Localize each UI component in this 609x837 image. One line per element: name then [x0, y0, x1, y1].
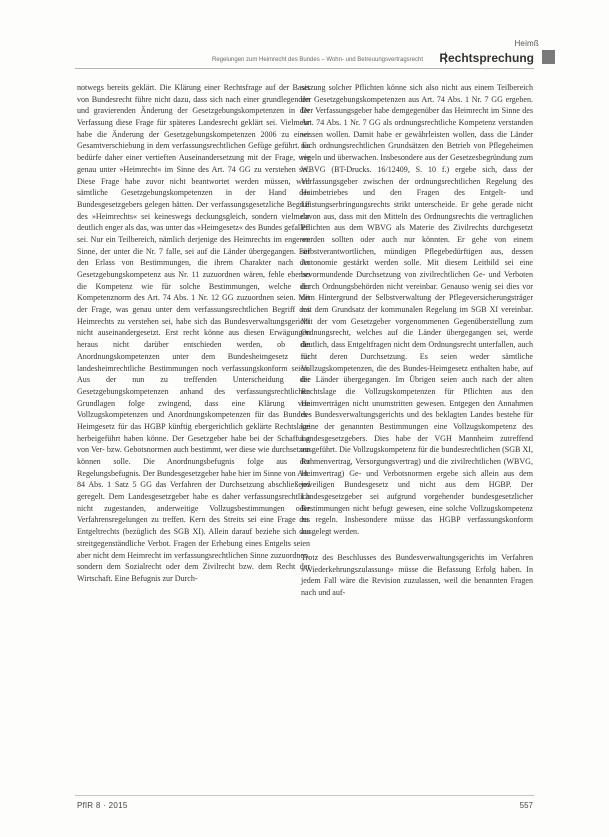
footer-rule [75, 795, 534, 796]
header-rule [75, 68, 534, 69]
section-title: Rechtsprechung [439, 51, 534, 65]
journal-reference: PflR 8 · 2015 [77, 801, 128, 810]
right-column-paragraph-2: Trotz des Beschlusses des Bundesverwaltungsgerichts im Verfahren »Wiederkehrungszulassung« müsse die Befassung Erfolg haben. In jedem Fall wäre die Revision zuzulassen, weil die benannten Fragen nach und auf- [301, 552, 533, 597]
right-column [301, 82, 533, 599]
section-marker-block [542, 50, 555, 64]
left-column-text: notwegs bereits geklärt. Die Klärung einer Rechtsfrage auf der Basis von Bundesrecht führe nicht dazu, dass sich nach einer grundlegenden und gravierenden Änderung der Gesetzgebungskompetenzen in der Verfassung diese Frage für späteres Landesrecht geklärt sei. Vielmehr habe die Änderung der Gesetzgebungskompetenzen 2006 zu einer Gesamtverschiebung in dem verfassungsrechtlichen Gefüge geführt. Es bedürfe daher einer vertieften Auseinandersetzung mit der Frage, wie genau unter »Heimrecht« im Sinne des Art. 74 GG zu verstehen sei. Diese Frage habe zuvor nicht beantwortet werden müssen, weil sämtliche Gesetzgebungskompetenzen in der Hand des Bundesgesetzgebers gelegen hätten. Der verfassungsgesetzliche Begriff des »Heimrechts« sei keineswegs deckungsgleich, sondern vielmehr deutlich enger als das, was unter das »Heimgesetz« des Bundes gefallen sei. Nur ein Teilbereich, nämlich derjenige des Heimrechts im engeren Sinne, der unter die Nr. 7 falle, sei auf die Länder übergegangen. Für den Erlass von Bestimmungen, die ihrem Charakter nach der Gesetzgebungskompetenz aus Nr. 11 zuzuordnen wären, fehle ebenso die Kompetenz wie für solche Bestimmungen, welche der Kompetenznorm des Art. 74 Abs. 1 Nr. 12 GG zuzuordnen seien. Mit der Frage, was genau unter dem verfassungsrechtlichen Begriff des Heimrechts zu verstehen sei, habe sich das Bundesverwaltungsgericht nicht auseinandergesetzt. Erst recht könne aus diesen Erwägungen heraus nicht darüber entschieden werden, ob die Anordnungskompetenzen unter dem Bundesheimgesetz für landesheimrechtliche Bestimmungen noch verfassungskonform seien. Aus der nun zu treffenden Unterscheidung der Gesetzgebungskompetenzen anhand des verfassungsrechtlichen Grundlagen folge zwingend, dass eine Klärung von Vollzugskompetenzen und Anordnungskompetenzen für das Bundes-Heimgesetz für das HGBP künftig ebergerichtlich geklärte Rechtslage herbeigeführt haben könne. Der Gesetzgeber habe bei der Schaffung von Ver- bzw. Gebotsnormen auch bestimmt, wer diese wie durchsetzen können solle. Die Anordnungsbefugnis folge aus der Regelungsbefugnis. Der Bundesgesetzgeber habe hier im Sinne von Art. 84 Abs. 1 Satz 5 GG das Verfahren der Durchsetzung abschließend geregelt. Dem Landesgesetzgeber habe es daher verfassungsrechtlich nicht zugestanden, anderweitige Vollzugsbestimmungen oder Verfahrensregelungen zu treffen. Kern des Streits sei eine Frage des Entgeltrechts (bezüglich des SGB XI). Allein darauf beziehe sich das streitgegenständliche Verbot. Fragen der Erhebung eines Entgelts seien aber nicht dem Heimrecht im verfassungsrechtlichen Sinne zuzuordnen, sondern dem Sozialrecht oder dem Zivilrecht bzw. dem Recht der Wirtschaft. Eine Befugnis zur Durch- [77, 83, 310, 583]
header-kicker: Heimß [514, 39, 539, 48]
right-column-text: setzung solcher Pflichten könne sich also nicht aus einem Teilbereich der Gesetzgebungskompetenzen aus Art. 74 Abs. 1 Nr. 7 GG ergeben. Der Verfassungsgeber habe demgegenüber das Heimrecht im Sinne des Art. 74 Abs. 1 Nr. 7 GG als ordnungsrechtliche Kompetenz verstanden wissen wollen. Damit habe er gewährleisten wollen, dass die Länder nach ordnungsrechtlichen Grundsätzen den Betrieb von Pflegeheimen regeln und überwachen. Insbesondere aus der Gesetzesbegründung zum WBVG (BT-Drucks. 16/12409, S. 10 f.) ergebe sich, dass der Verfassungsgeber zwischen der ordnungsrechtlichen Regelung des Heimbetriebes und den Fragen des Entgelt- und Leistungserbringungsrechts strikt unterscheide. Er gehe gerade nicht davon aus, dass mit den Mitteln des Ordnungsrechts die vertraglichen Pflichten aus dem WBVG als Materie des Zivilrechts durchgesetzt werden sollten oder auch nur könnten. Er gehe von einem selbstverantwortlichen, mündigen Pflegebedürftigen aus, dessen Autonomie gestärkt werden solle. Mit diesem Leitbild sei eine bevormundende Durchsetzung von zivilrechtlichen Ge- und Verboten durch Ordnungsbehörden nicht vereinbar. Genauso wenig sei dies vor dem Hintergrund der Selbstverwaltung der Pflegeversicherungsträger mit dem Grundsatz der kommunalen Regelung im SGB XI vereinbar. Mit der vom Gesetzgeber vorgenommenen Gegenüberstellung zum Ordnungsrecht, welches auf die Länder übergegangen sei, werde deutlich, dass Entgeltfragen nicht dem Ordnungsrecht unterfallen, auch nicht deren Durchsetzung. Es seien weder sämtliche Vollzugskompetenzen, die des Bundes-Heimgesetz enthalten habe, auf die Länder übergegangen. Im Übrigen seien auch nach der alten Rechtslage die Vollzugskompetenzen für Pflichten aus den Heimverträgen nicht unumstritten gewesen. Entgegen den Annahmen des Bundesverwaltungsgerichts und des beklagten Landes bestehe für keine der genannten Bestimmungen eine Vollzugskompetenz des Landesgesetzgebers. Dies habe der VGH Mannheim zutreffend ausgeführt. Die Vollzugskompetenz für die bundesrechtlichen (SGB XI, Rahmenvertrag, Versorgungsvertrag) und die zivilrechtlichen (WBVG, Heimvertrag) Ge- und Verbotsnormen ergebe sich allein aus dem jeweiligen Bundesgesetz und nicht aus dem HGBP. Der Landesgesetzgeber sei aufgrund vorgehender bundesgesetzlicher Bestimmungen nicht befugt gewesen, eine solche Vollzugskompetenz zu regeln. Insbesondere müsse das HGBP verfassungskonform ausgelegt werden. [301, 83, 533, 537]
left-column [77, 82, 310, 585]
page-number: 557 [519, 801, 533, 810]
header-subtitle: Regelungen zum Heimrecht des Bundes – Wohn- und Betreuungsvertragsrecht [212, 57, 424, 63]
